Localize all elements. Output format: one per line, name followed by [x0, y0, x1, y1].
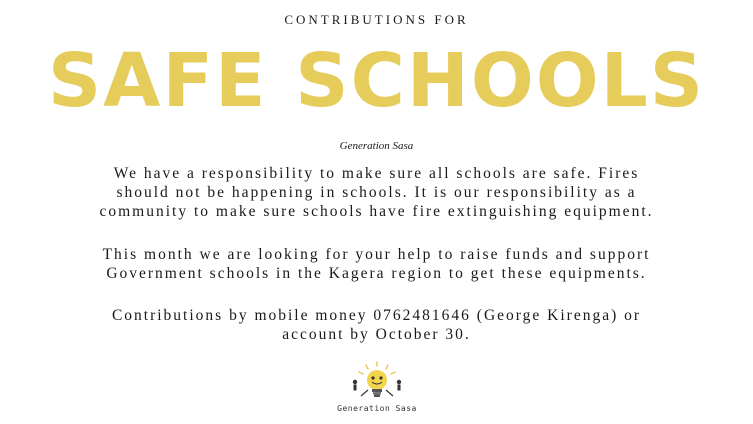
lightbulb-icon [346, 360, 408, 404]
paragraph-appeal [0, 245, 753, 283]
paragraph-line: should not be happening in schools. It is our responsibility as a [116, 184, 637, 201]
logo-caption: Generation Sasa [337, 404, 417, 413]
paragraph-line: Government schools in the Kagera region to get these equipments. [106, 265, 647, 282]
paragraph-line: Contributions by mobile money 0762481646 (George Kirenga) or [111, 307, 642, 324]
generation-sasa-logo [332, 360, 422, 416]
paragraph-line: account by October 30. [282, 326, 471, 343]
kicker-text: CONTRIBUTIONS FOR [284, 12, 469, 27]
paragraph-line: This month we are looking for your help to raise funds and support [102, 246, 651, 263]
headline: SAFE SCHOOLS [47, 38, 706, 124]
paragraph-responsibility [0, 164, 753, 221]
paragraph-line: community to make sure schools have fire extinguishing equipment. [99, 203, 654, 220]
paragraph-contributions [0, 306, 753, 344]
paragraph-line: We have a responsibility to make sure all schools are safe. Fires [113, 165, 640, 182]
org-name: Generation Sasa [339, 140, 414, 152]
